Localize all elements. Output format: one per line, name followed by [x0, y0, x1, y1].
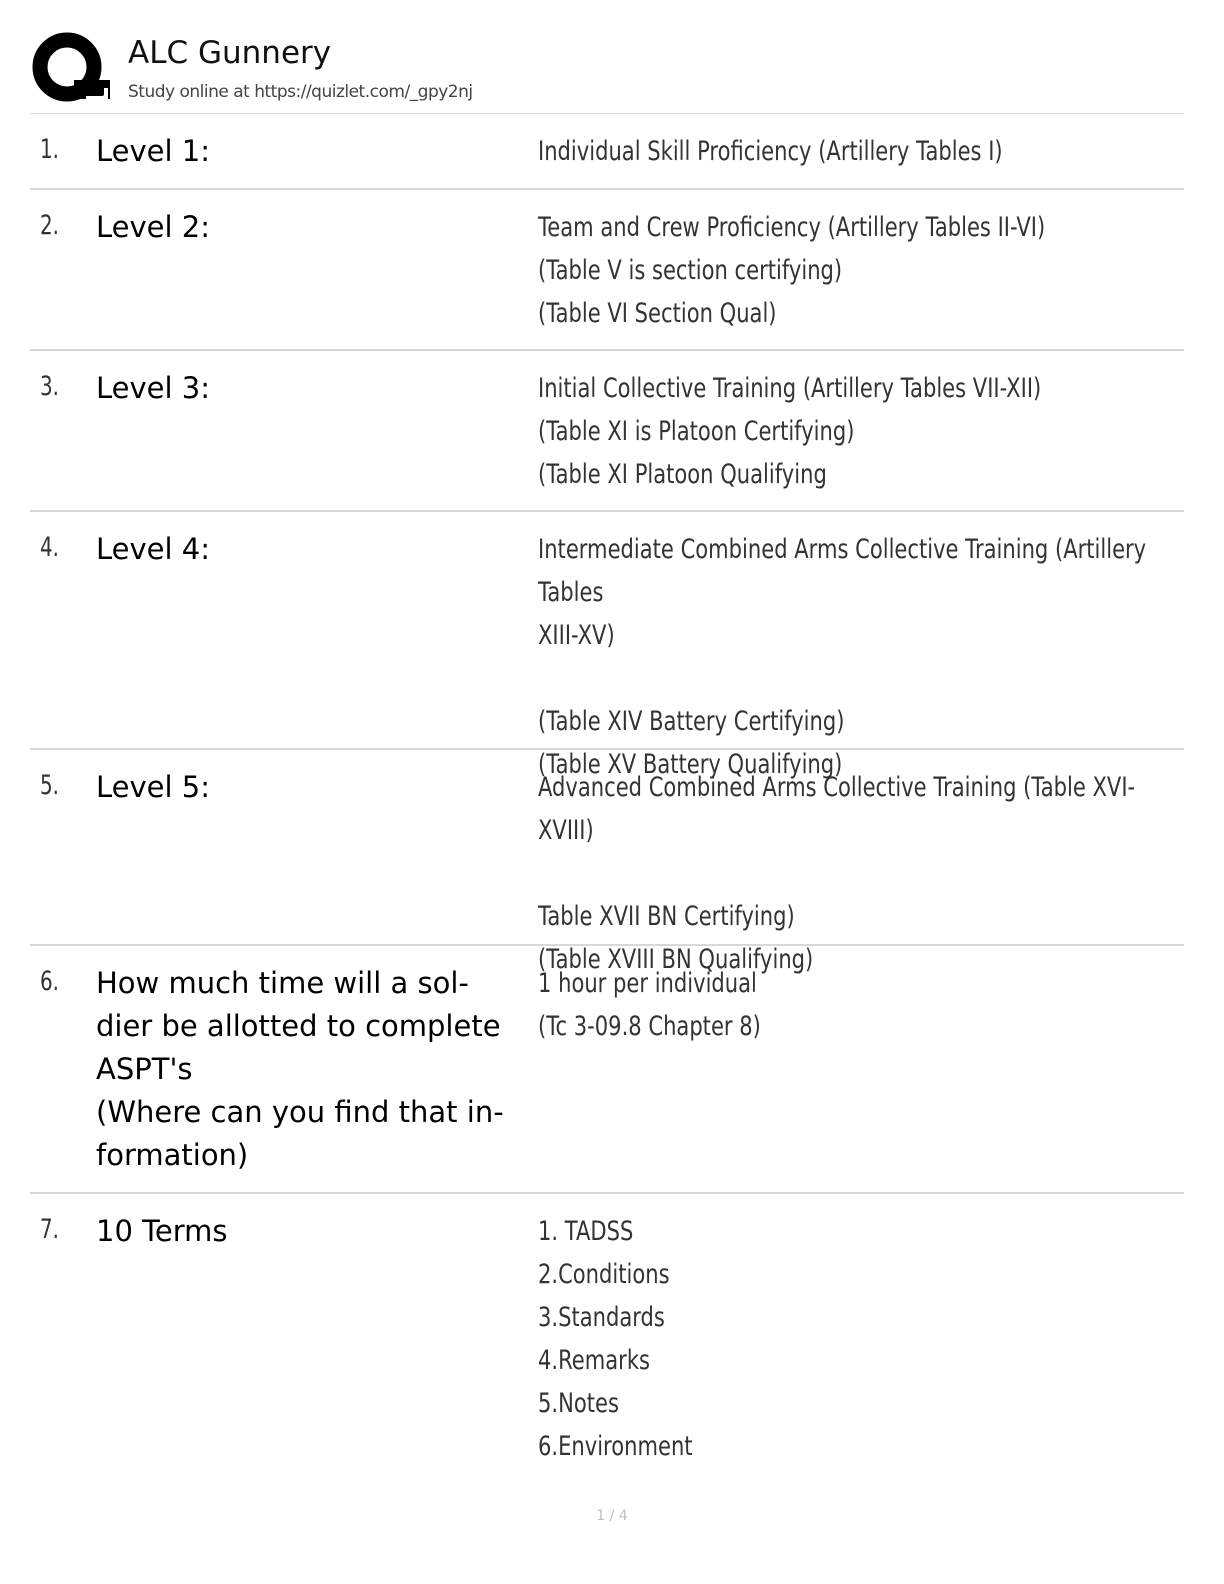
card-definition: Initial Collective Training (Artillery Tables VII-XII) (Table XI is Platoon Certifying) (Table XI Platoon Qualifying — [538, 373, 1042, 490]
flashcard-row — [30, 190, 1184, 351]
flashcard-row — [30, 114, 1184, 190]
card-number: 4. — [40, 532, 60, 563]
card-definition: 1 hour per individual (Tc 3-09.8 Chapter 8) — [538, 968, 761, 1042]
card-term: Level 4: — [96, 532, 210, 566]
page-number: 1 / 4 — [596, 1508, 628, 1524]
card-term: 10 Terms — [96, 1214, 228, 1248]
card-definition: Advanced Combined Arms Collective Training (Table XVI-XVIII) Table XVII BN Certifying) (Table XVIII BN Qualifying) — [538, 772, 1136, 975]
card-number: 6. — [40, 966, 60, 997]
card-definition: Team and Crew Proficiency (Artillery Tables II-VI) (Table V is section certifying) (Table VI Section Qual) — [538, 212, 1046, 329]
card-term: Level 2: — [96, 210, 210, 244]
card-definition: Individual Skill Proficiency (Artillery Tables I) — [538, 136, 1003, 167]
study-online-link[interactable]: Study online at https://quizlet.com/_gpy2nj — [128, 82, 473, 102]
card-number: 1. — [40, 134, 60, 165]
card-definition: Intermediate Combined Arms Collective Training (Artillery Tables XIII-XV) (Table XIV Battery Certifying) (Table XV Battery Qualifying) — [538, 534, 1147, 780]
card-number: 5. — [40, 770, 60, 801]
document-header — [30, 30, 1184, 114]
document-title: ALC Gunnery — [128, 35, 332, 71]
card-number: 2. — [40, 210, 60, 241]
card-term: How much time will a sol- dier be allotted to complete ASPT's (Where can you find that in- formation) — [96, 966, 504, 1172]
card-number: 3. — [40, 371, 60, 402]
flashcard-row — [30, 512, 1184, 780]
flashcard-row — [30, 1194, 1184, 1484]
card-number: 7. — [40, 1214, 60, 1245]
card-definition: 1. TADSS 2.Conditions 3.Standards 4.Remarks 5.Notes 6.Environment — [538, 1216, 693, 1462]
flashcard-row — [30, 946, 1184, 1194]
flashcard-row — [30, 750, 1184, 975]
card-term: Level 3: — [96, 371, 210, 405]
card-term: Level 5: — [96, 770, 210, 804]
card-term: Level 1: — [96, 134, 210, 168]
quizlet-logo-icon — [30, 30, 110, 110]
flashcard-row — [30, 351, 1184, 512]
